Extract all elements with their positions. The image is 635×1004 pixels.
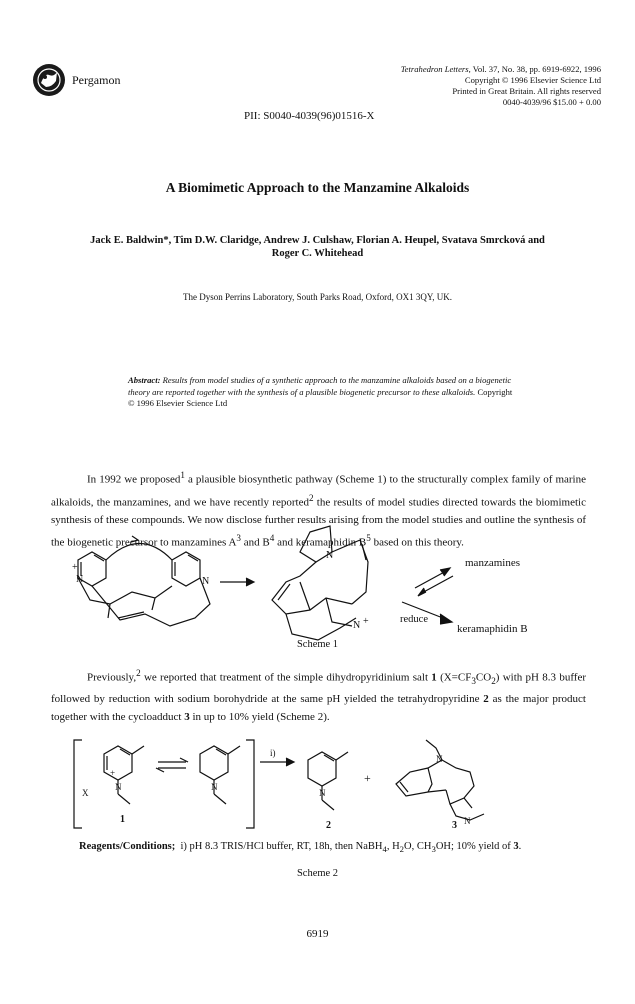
compound-3-ref: 3 <box>184 710 190 723</box>
compound-1-ref: 1 <box>431 671 437 684</box>
scheme2-N-3a: N <box>436 754 443 764</box>
scheme2-intermediate-structure <box>200 746 240 804</box>
reference-2: 2 <box>308 492 314 503</box>
scheme1-N-plus-bottom: + <box>363 616 369 627</box>
scheme2-arrow <box>260 758 294 766</box>
paper-title: A Biomimetic Approach to the Manzamine Alkaloids <box>165 180 470 195</box>
scheme1-keramaphidin-label: keramaphidin B <box>457 623 528 635</box>
pii: PII: S0040-4039(96)01516-X <box>244 110 375 122</box>
abstract-label: Abstract: <box>128 375 161 385</box>
reagents-text-a: i) pH 8.3 TRIS/HCl buffer, RT, 18h, then NaBH <box>180 841 383 852</box>
scheme2-label-2: 2 <box>326 820 331 831</box>
scheme1-manzamines-label: manzamines <box>465 557 520 569</box>
reagents-text-d: OH; 10% yield of <box>435 841 514 852</box>
scheme1-N-right: N <box>202 576 210 587</box>
scheme-2-caption: Scheme 2 <box>296 868 339 879</box>
compound-2-structure <box>308 752 348 810</box>
compound-2-ref: 2 <box>483 692 489 705</box>
reference-4: 4 <box>269 533 275 544</box>
reagents-text-b: , H <box>386 841 400 852</box>
para1-text-b: a plausible biosynthetic pathway (Scheme 1) to the structurally complex family of marine alkaloids, the manzamines, and we have recently reported <box>51 473 586 509</box>
scheme1-reduce-label: reduce <box>400 614 428 625</box>
scheme2-N-int: N <box>211 782 218 792</box>
authors-line-1: Jack E. Baldwin*, Tim D.W. Claridge, Andrew J. Culshaw, Florian A. Heupel, Svatava Smrcková and <box>90 235 545 246</box>
para2-text-f: as the major product together with the cycloadduct <box>51 692 586 723</box>
reagents-end: . <box>518 841 522 852</box>
para1-text-a: In 1992 we proposed <box>87 473 181 486</box>
reagents-text-c: O, CH <box>404 841 432 852</box>
abstract <box>128 375 516 410</box>
scheme1-N-top: N <box>326 550 334 561</box>
scheme2-N-3b: N <box>464 816 471 826</box>
scheme2-plus-sign: + <box>364 771 371 785</box>
issn-line: 0040-4039/96 $15.00 + 0.00 <box>502 97 601 107</box>
journal-name: Tetrahedron Letters <box>400 64 469 74</box>
para2-sub-3: 3 <box>471 675 476 686</box>
reference-3: 3 <box>236 533 241 544</box>
publisher-name: Pergamon <box>72 73 121 87</box>
para2-text-d: CO <box>475 671 492 684</box>
scheme2-label-3: 3 <box>452 820 457 831</box>
reagents-sub-3: 3 <box>431 844 436 855</box>
reference-2b: 2 <box>136 668 141 678</box>
reagents-sub-4: 4 <box>382 844 387 855</box>
authors <box>30 234 605 260</box>
para1-text-d: and B <box>241 536 270 549</box>
scheme1-N-bottom: N <box>353 620 361 631</box>
scheme1-N-plus-left: + <box>72 562 78 573</box>
scheme2-label-1: 1 <box>120 814 125 825</box>
scheme-1-diagram <box>60 522 600 652</box>
para1-text-f: based on this theory. <box>370 536 464 549</box>
para2-text-b: we reported that treatment of the simple dihydropyridinium salt <box>140 671 432 684</box>
para2-text-c: (X=CF <box>436 671 472 684</box>
para1-text-c: the results of model studies directed towards the biomimetic synthesis of these compounds. We now disclose further results arising from the model studies and outline the synthesis of the biogenetic precursor to manzamines A <box>51 496 586 549</box>
paragraph-2 <box>51 664 586 726</box>
scheme1-N-left: N <box>76 574 84 585</box>
reagents-label: Reagents/Conditions; <box>79 841 176 852</box>
reference-5: 5 <box>366 533 371 544</box>
compound-3-structure <box>396 740 484 820</box>
reference-1: 1 <box>180 470 185 480</box>
abstract-text: Results from model studies of a synthetic approach to the manzamine alkaloids based on a biogenetic theory are reported together with the synthesis of a plausible biogenetic precursor to these alkaloids. <box>128 375 512 397</box>
para2-text-e: ) with pH 8.3 buffer followed by reduction with sodium borohydride at the same pH yielded the tetrahydropyridine <box>51 671 586 705</box>
scheme1-arrow <box>220 578 254 586</box>
scheme2-equilibrium <box>156 758 188 772</box>
scheme1-precursor-structure <box>78 536 210 626</box>
authors-line-2: Roger C. Whitehead <box>271 248 364 259</box>
para2-text-g: in up to 10% yield (Scheme 2). <box>189 710 330 723</box>
scheme-1-caption: Scheme 1 <box>296 639 339 650</box>
scheme2-N-2: N <box>319 788 326 798</box>
publisher-logo <box>32 63 66 97</box>
page-number: 6919 <box>306 928 329 940</box>
reagents-sub-2: 2 <box>399 844 405 855</box>
para1-text-e: and keramaphidin B <box>274 536 367 549</box>
scheme-2-diagram <box>60 734 510 834</box>
para2-sub-2: 2 <box>491 675 496 686</box>
scheme2-N-1: N <box>115 782 122 792</box>
copyright-line: Copyright © 1996 Elsevier Science Ltd <box>464 75 601 85</box>
journal-info <box>301 64 601 108</box>
para2-text-a: Previously, <box>87 671 137 684</box>
journal-volume: , Vol. 37, No. 38, pp. 6919-6922, 1996 <box>468 64 601 74</box>
printed-line: Printed in Great Britain. All rights reserved <box>452 86 601 96</box>
scheme2-step-label: i) <box>270 748 276 758</box>
affiliation: The Dyson Perrins Laboratory, South Parks Road, Oxford, OX1 3QY, UK. <box>183 292 452 302</box>
scheme2-X-counterion: X <box>82 788 89 798</box>
right-bracket <box>246 740 254 828</box>
reagents-conditions <box>79 840 559 856</box>
abstract-copyright: Copyright © 1996 Elsevier Science Ltd <box>128 386 513 408</box>
scheme1-equilibrium-arrows <box>415 568 453 596</box>
left-bracket <box>74 740 82 828</box>
reagents-compound: 3 <box>513 841 519 852</box>
scheme2-plus: + <box>110 768 116 778</box>
